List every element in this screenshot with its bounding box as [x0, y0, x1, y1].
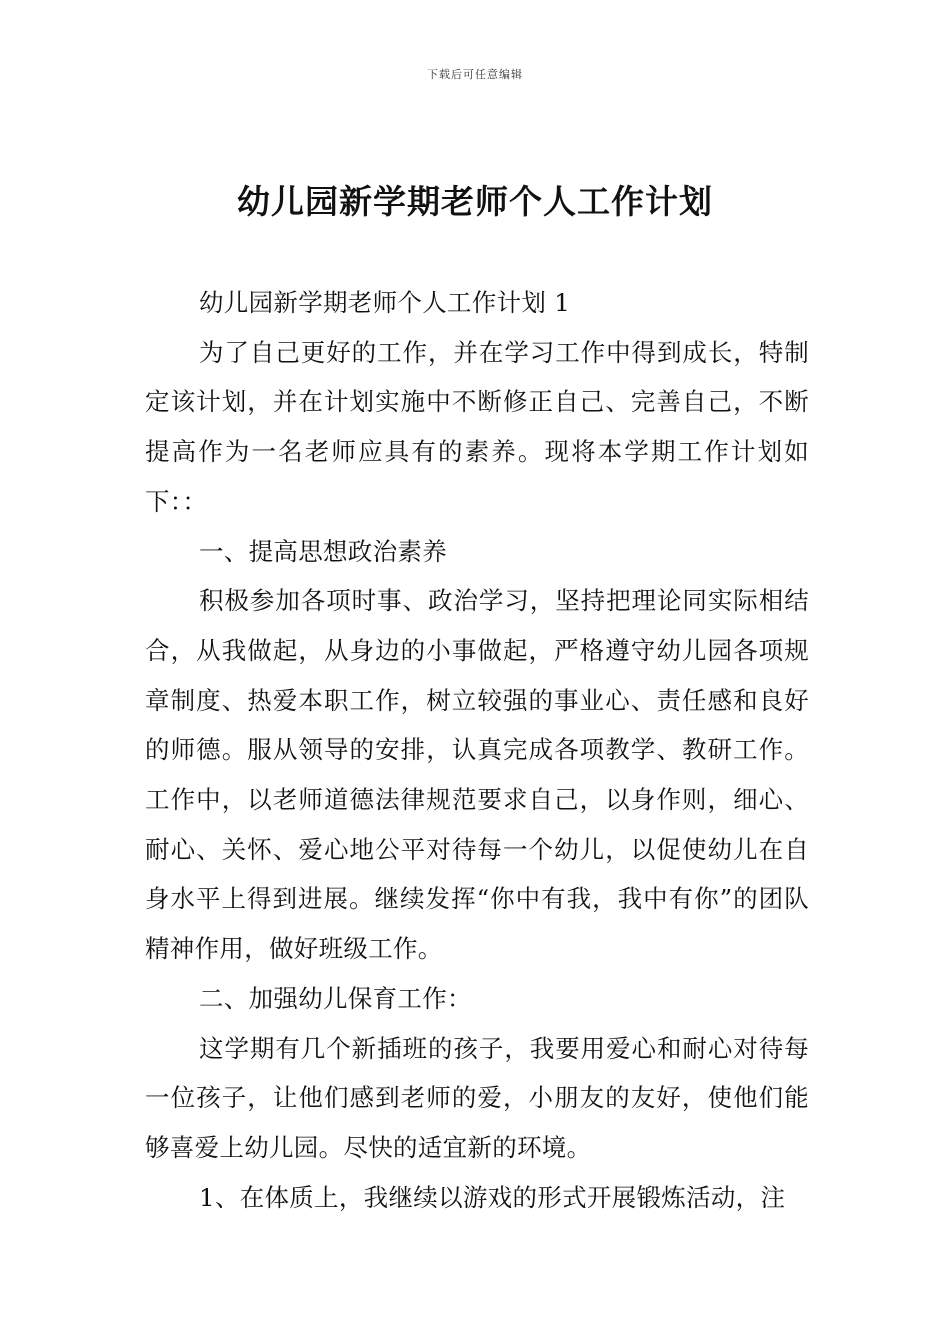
section-heading-2: 二、加强幼儿保育工作：	[199, 983, 472, 1013]
intro-paragraph: 为了自己更好的工作，并在学习工作中得到成长，特制定该计划，并在计划实施中不断修正自己、完善自己，不断提高作为一名老师应具有的素养。现将本学期工作计划如下：：	[145, 337, 809, 516]
section-1-paragraph: 积极参加各项时事、政治学习，坚持把理论同实际相结合，从我做起，从身边的小事做起，严格遵守幼儿园各项规章制度、热爱本职工作，树立较强的事业心、责任感和良好的师德。服从领导的安排，认真完成各项教学、教研工作。工作中，以老师道德法律规范要求自己，以身作则，细心、耐心、关怀、爱心地公平对待每一个幼儿，以促使幼儿在自身水平上得到进展。继续发挥“你中有我，我中有你”的团队精神作用，做好班级工作。	[145, 586, 809, 964]
document-title: 幼儿园新学期老师个人工作计划	[237, 182, 713, 221]
header-note: 下载后可任意编辑	[427, 68, 523, 81]
section-2-item-1: 1、在体质上，我继续以游戏的形式开展锻炼活动，注	[199, 1182, 786, 1212]
section-2-paragraph: 这学期有几个新插班的孩子，我要用爱心和耐心对待每一位孩子，让他们感到老师的爱，小朋友的友好，使他们能够喜爱上幼儿园。尽快的适宜新的环境。	[145, 1033, 809, 1162]
section-heading-1: 一、提高思想政治素养	[199, 536, 447, 566]
plan-subtitle: 幼儿园新学期老师个人工作计划 1	[199, 288, 571, 317]
document-body	[145, 278, 809, 1222]
